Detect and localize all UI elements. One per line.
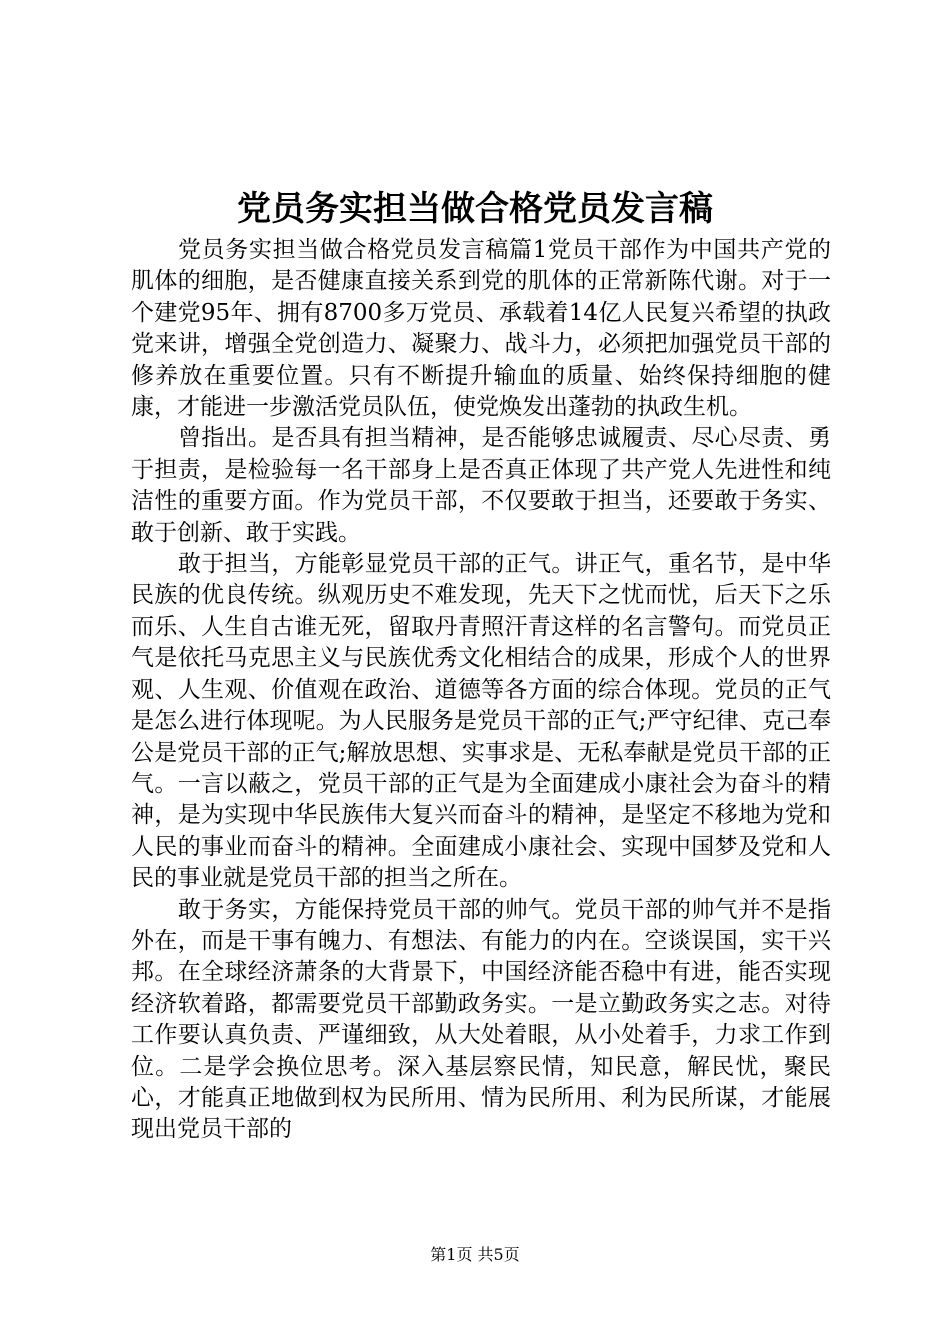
paragraph-2: 曾指出。是否具有担当精神，是否能够忠诚履责、尽心尽责、勇于担责，是检验每一名干部身上是否真正体现了共产党人先进性和纯洁性的重要方面。作为党员干部，不仅要敢于担当，还要敢于务实、敢于创新、敢于实践。 — [131, 425, 831, 546]
document-body — [131, 235, 831, 1146]
paragraph-4: 敢于务实，方能保持党员干部的帅气。党员干部的帅气并不是指外在，而是干事有魄力、有想法、有能力的内在。空谈误国，实干兴邦。在全球经济萧条的大背景下，中国经济能否稳中有进，能否实现经济软着路，都需要党员干部勤政务实。一是立勤政务实之志。对待工作要认真负责、严谨细致，从大处着眼，从小处着手，力求工作到位。二是学会换位思考。深入基层察民情，知民意，解民忧，聚民心，才能真正地做到权为民所用、情为民所用、利为民所谋，才能展现出党员干部的 — [131, 896, 831, 1143]
document-title: 党员务实担当做合格党员发言稿 — [237, 189, 713, 229]
paragraph-1: 党员务实担当做合格党员发言稿篇1党员干部作为中国共产党的肌体的细胞，是否健康直接关系到党的肌体的正常新陈代谢。对于一个建党95年、拥有8700多万党员、承载着14亿人民复兴希望的执政党来讲，增强全党创造力、凝聚力、战斗力，必须把加强党员干部的修养放在重要位置。只有不断提升输血的质量、始终保持细胞的健康，才能进一步激活党员队伍，使党焕发出蓬勃的执政生机。 — [131, 237, 831, 421]
paragraph-3: 敢于担当，方能彰显党员干部的正气。讲正气，重名节，是中华民族的优良传统。纵观历史不难发现，先天下之忧而忧，后天下之乐而乐、人生自古谁无死，留取丹青照汗青这样的名言警句。而党员正气是依托马克思主义与民族优秀文化相结合的成果，形成个人的世界观、人生观、价值观在政治、道德等各方面的综合体现。党员的正气是怎么进行体现呢。为人民服务是党员干部的正气;严守纪律、克己奉公是党员干部的正气;解放思想、实事求是、无私奉献是党员干部的正气。一言以蔽之，党员干部的正气是为全面建成小康社会为奋斗的精神，是为实现中华民族伟大复兴而奋斗的精神，是坚定不移地为党和人民的事业而奋斗的精神。全面建成小康社会、实现中国梦及党和人民的事业就是党员干部的担当之所在。 — [131, 551, 831, 892]
page-footer: 第1页 共5页 — [430, 1245, 520, 1264]
